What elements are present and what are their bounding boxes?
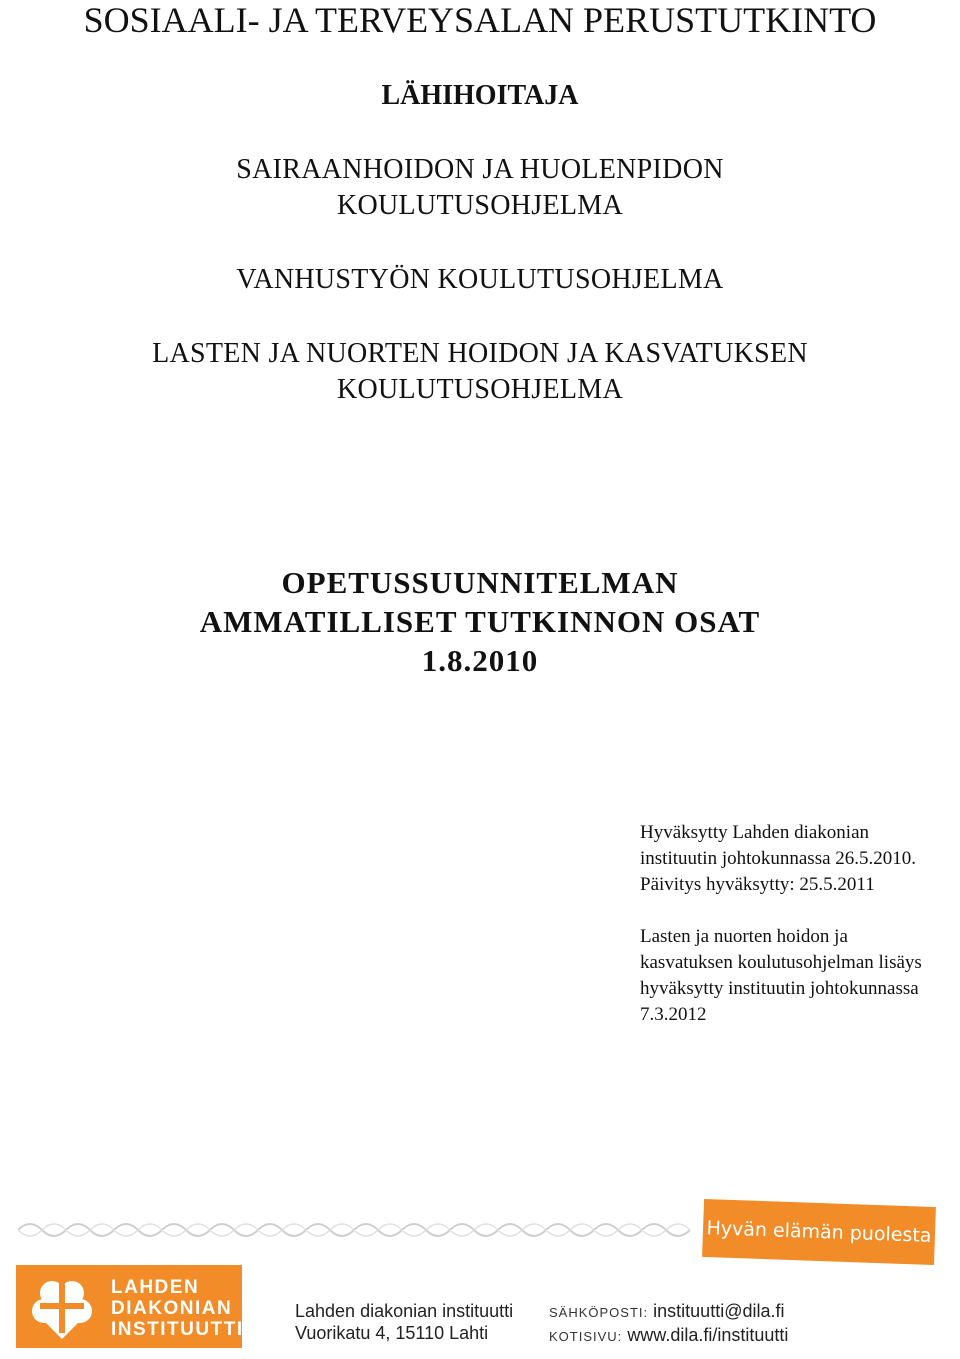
email-row [549, 1300, 788, 1324]
approval-paragraph [640, 924, 960, 1028]
contact-address [295, 1300, 513, 1344]
program-line: SAIRAANHOIDON JA HUOLENPIDON [236, 154, 724, 185]
slogan-banner [702, 1199, 936, 1265]
logo-wordmark [111, 1277, 244, 1340]
program-item [0, 262, 960, 298]
street-address: Vuorikatu 4, 15110 Lahti [295, 1323, 489, 1343]
document-subtitle: LÄHIHOITAJA [381, 80, 579, 111]
program-line: LASTEN JA NUORTEN HOIDON JA KASVATUKSEN [152, 338, 808, 369]
program-line: KOULUTUSOHJELMA [336, 374, 624, 405]
slogan-text: Hyvän elämän puolesta [706, 1217, 932, 1247]
curriculum-title [0, 563, 960, 680]
approval-line: kasvatuksen koulutusohjelman lisäys [640, 952, 922, 973]
institute-logo [16, 1265, 242, 1348]
logo-line: LAHDEN [111, 1277, 200, 1298]
logo-line: INSTITUUTTI [111, 1319, 244, 1340]
curriculum-title-line: OPETUSSUUNNITELMAN [281, 565, 679, 600]
approval-line: instituutin johtokunnassa 26.5.2010. [640, 848, 917, 869]
approval-line: Päivitys hyväksytty: 25.5.2011 [640, 874, 875, 895]
website-row [549, 1324, 788, 1348]
approval-line: 7.3.2012 [640, 1004, 707, 1025]
heart-cross-icon [26, 1273, 98, 1341]
contact-online [549, 1300, 788, 1348]
program-item [0, 152, 960, 224]
curriculum-date: 1.8.2010 [421, 643, 539, 678]
document-title: SOSIAALI- JA TERVEYSALAN PERUSTUTKINTO [83, 0, 877, 40]
organization-name: Lahden diakonian instituutti [295, 1301, 514, 1321]
approval-notes [640, 820, 960, 1054]
website-url: www.dila.fi/instituutti [627, 1325, 789, 1345]
program-line: KOULUTUSOHJELMA [336, 190, 624, 221]
program-item [0, 336, 960, 408]
approval-line: Lasten ja nuorten hoidon ja [640, 926, 848, 947]
approval-paragraph [640, 820, 960, 898]
approval-line: hyväksytty instituutin johtokunnassa [640, 978, 919, 999]
email-address: instituutti@dila.fi [653, 1301, 785, 1321]
curriculum-title-line: AMMATILLISET TUTKINNON OSAT [199, 604, 761, 639]
website-label: KOTISIVU: [549, 1329, 623, 1344]
email-label: SÄHKÖPOSTI: [549, 1305, 649, 1320]
decorative-wave-pattern [18, 1218, 708, 1242]
program-line: VANHUSTYÖN KOULUTUSOHJELMA [236, 264, 724, 295]
logo-line: DIAKONIAN [111, 1298, 233, 1319]
program-list [0, 152, 960, 446]
approval-line: Hyväksytty Lahden diakonian [640, 822, 870, 843]
